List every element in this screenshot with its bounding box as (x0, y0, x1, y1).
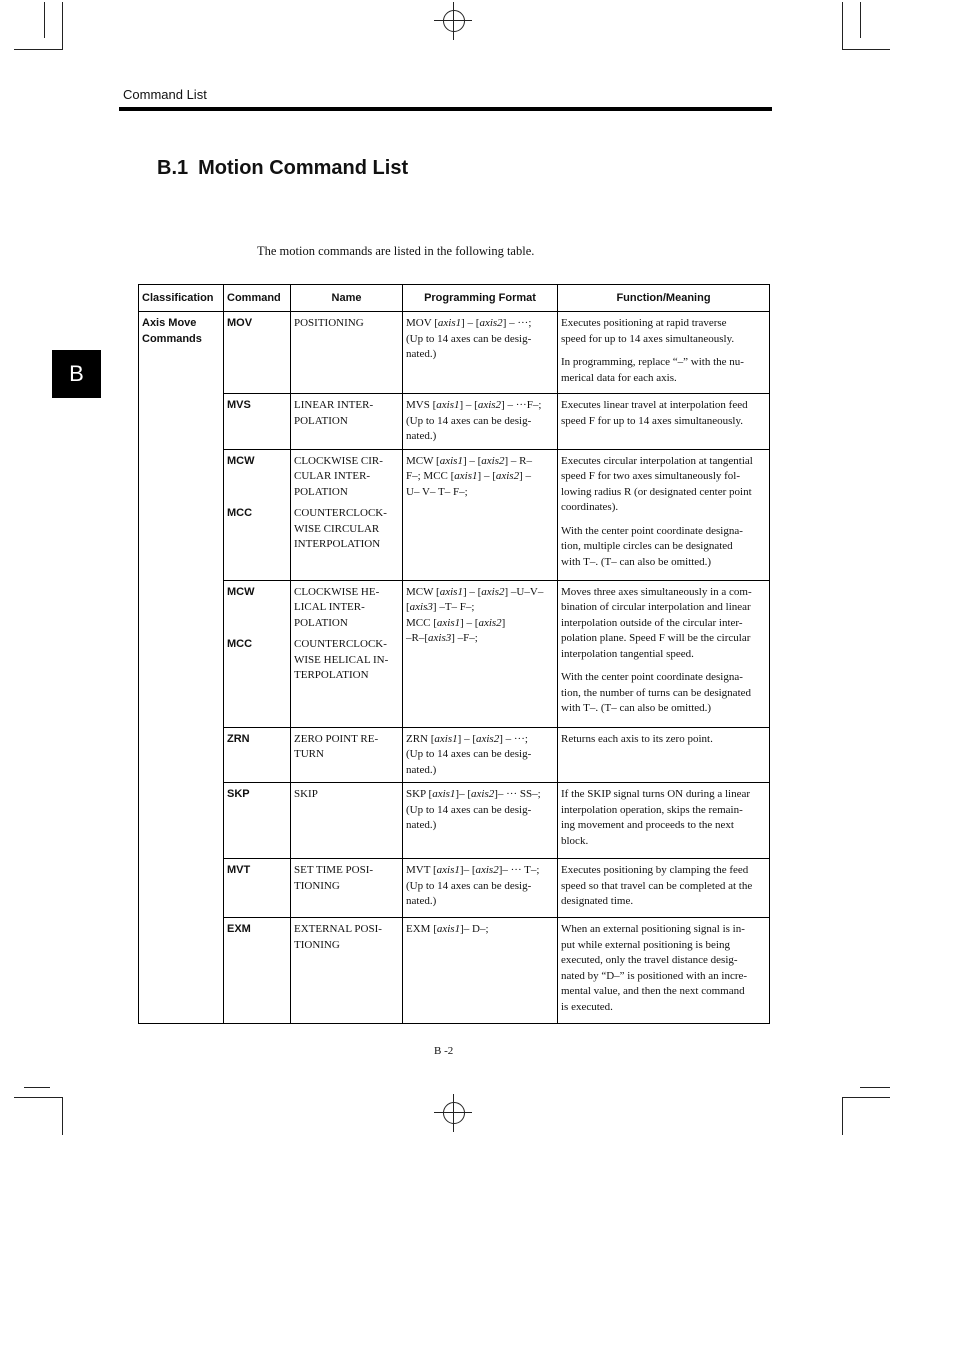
command-name-line: POLATION (294, 616, 348, 629)
table-row (139, 449, 770, 580)
axis-placeholder: axis1 (439, 585, 463, 598)
command-cell (224, 727, 291, 783)
format-text: ] –F–; (451, 632, 478, 644)
function-cell (558, 727, 770, 783)
function-cell (558, 859, 770, 918)
function-line: tion, multiple circles can be designated (561, 540, 733, 552)
format-line (406, 803, 554, 819)
function-line: With the center point coordinate designa- (561, 671, 743, 683)
programming-format-cell (403, 580, 558, 727)
function-line: With the center point coordinate designa- (561, 524, 743, 537)
function-line: interpolation tangential speed. (561, 647, 694, 660)
format-text: nated.) (406, 819, 437, 831)
programming-format-cell (403, 449, 558, 580)
axis-placeholder: axis1 (432, 788, 456, 800)
format-text: (Up to 14 axes can be desig- (406, 414, 532, 427)
page-number: B -2 (434, 1045, 454, 1057)
format-text: ] – [ (462, 454, 482, 467)
format-text: ] – [ (477, 470, 496, 482)
function-line: coordinates). (561, 501, 619, 513)
command-name-line: COUNTERCLOCK- (294, 638, 387, 650)
format-text: (Up to 14 axes can be desig- (406, 879, 532, 892)
axis-placeholder: axis1 (436, 923, 461, 935)
name-cell (291, 727, 403, 783)
chapter-tab: B (52, 350, 101, 398)
format-line (406, 347, 554, 363)
axis-placeholder: axis1 (436, 864, 460, 876)
format-text: ] – [ (462, 585, 482, 598)
command-name-line: LINEAR INTER- (294, 399, 374, 411)
format-text: ZRN [ (406, 732, 435, 745)
format-text: EXM [ (406, 923, 437, 935)
function-paragraph (561, 670, 766, 717)
table-header-row (139, 285, 770, 312)
command-name-line: WISE HELICAL IN- (294, 653, 389, 666)
function-line: In programming, replace “–” with the nu- (561, 356, 744, 368)
command-cell (224, 312, 291, 394)
command-name (294, 787, 399, 803)
function-line: ing movement and proceeds to the next (561, 819, 734, 831)
format-line (406, 429, 554, 445)
function-cell (558, 918, 770, 1024)
axis-placeholder: axis2 (475, 864, 499, 876)
intro-text: The motion commands are listed in the following table. (257, 244, 535, 258)
name-cell (291, 394, 403, 450)
format-line (406, 585, 554, 601)
format-text: ] –U–V– (504, 585, 544, 598)
function-paragraph (561, 454, 766, 516)
table-row (139, 727, 770, 783)
command-name-line: COUNTERCLOCK- (294, 507, 387, 519)
axis-placeholder: axis2 (477, 399, 502, 411)
format-text: ] (501, 616, 506, 629)
command-cell (224, 580, 291, 727)
format-text: ]– ··· SS–; (494, 788, 541, 800)
function-line: Moves three axes simultaneously in a com- (561, 585, 752, 598)
format-text: nated.) (406, 895, 437, 907)
format-line (406, 732, 554, 748)
format-text: –R–[ (406, 632, 428, 644)
function-paragraph (561, 585, 766, 663)
motion-command-table (138, 284, 770, 1024)
function-line: designated time. (561, 895, 634, 907)
format-line (406, 879, 554, 895)
format-text: [ (406, 601, 410, 613)
format-text: ] – ···F–; (501, 399, 542, 411)
axis-placeholder: axis1 (454, 470, 478, 482)
table-row (139, 394, 770, 450)
classification-line: Commands (142, 332, 202, 345)
column-header: Programming Format (403, 285, 558, 312)
format-line (406, 787, 554, 803)
format-line (406, 763, 554, 779)
axis-placeholder: axis2 (495, 470, 520, 482)
command-name (294, 732, 399, 763)
format-text: MCW [ (406, 454, 440, 467)
axis-placeholder: axis2 (481, 454, 505, 467)
format-text: ] – [ (461, 317, 480, 329)
function-cell (558, 449, 770, 580)
table-row (139, 312, 770, 394)
format-text: (Up to 14 axes can be desig- (406, 332, 532, 345)
command-name (294, 585, 399, 632)
function-line: interpolation operation, skips the remain- (561, 803, 743, 816)
command-name-line: SET TIME POSI- (294, 864, 374, 876)
command-name (294, 316, 399, 332)
format-text: ] – [ (460, 616, 479, 629)
format-line (406, 469, 554, 485)
function-line: polation plane. Speed F will be the circular (561, 632, 751, 644)
command-name (294, 922, 399, 953)
column-header: Name (291, 285, 403, 312)
command-code: MVS (227, 399, 251, 411)
command-code: ZRN (227, 732, 250, 745)
command-name-line: POLATION (294, 414, 348, 427)
format-text: nated.) (406, 763, 437, 776)
command-name-line: CLOCKWISE CIR- (294, 454, 383, 467)
command-cell (224, 918, 291, 1024)
format-text: (Up to 14 axes can be desig- (406, 803, 532, 816)
format-line (406, 454, 554, 470)
command-name (294, 863, 399, 894)
function-line: put while external positioning is being (561, 938, 730, 951)
function-line: lowing radius R (or designated center point (561, 485, 752, 498)
command-name-line: ZERO POINT RE- (294, 732, 379, 745)
function-line: with T–. (T– can also be omitted.) (561, 702, 712, 714)
function-line: speed so that travel can be completed at the (561, 879, 753, 892)
name-cell (291, 312, 403, 394)
command-name (294, 506, 399, 553)
column-header: Function/Meaning (558, 285, 770, 312)
command-code: MCW (227, 585, 255, 598)
function-line: Executes positioning by clamping the feed (561, 864, 749, 876)
axis-placeholder: axis2 (471, 788, 495, 800)
command-code: SKP (227, 788, 250, 800)
format-text: ] – [ (457, 732, 476, 745)
command-cell (224, 449, 291, 580)
format-text: ] – ···; (499, 732, 528, 745)
function-line: If the SKIP signal turns ON during a linear (561, 788, 751, 800)
format-line (406, 863, 554, 879)
command-name (294, 454, 399, 501)
programming-format-cell (403, 859, 558, 918)
function-line: block. (561, 834, 589, 847)
format-text: nated.) (406, 348, 437, 360)
function-cell (558, 312, 770, 394)
format-text: ] – R– (504, 454, 533, 467)
running-header: Command List (123, 87, 207, 102)
function-line: bination of circular interpolation and linear (561, 601, 751, 613)
table-row (139, 859, 770, 918)
format-text: nated.) (406, 430, 437, 442)
function-paragraph (561, 863, 766, 910)
format-line (406, 485, 554, 501)
function-paragraph (561, 524, 766, 571)
programming-format-cell (403, 312, 558, 394)
function-line: Executes linear travel at interpolation feed (561, 399, 748, 411)
function-paragraph (561, 732, 766, 748)
section-number: B.1 (157, 157, 189, 179)
function-paragraph (561, 316, 766, 347)
function-cell (558, 394, 770, 450)
function-paragraph (561, 398, 766, 429)
format-text: ] – [ (459, 399, 478, 411)
format-text: ]– ··· T–; (498, 864, 540, 876)
function-line: executed, only the travel distance desig- (561, 954, 738, 966)
function-line: Returns each axis to its zero point. (561, 732, 713, 745)
format-line (406, 332, 554, 348)
command-code: MVT (227, 864, 251, 876)
function-line: speed for up to 14 axes simultaneously. (561, 332, 735, 345)
command-name-line: EXTERNAL POSI- (294, 923, 382, 935)
name-cell (291, 859, 403, 918)
format-line (406, 818, 554, 834)
command-code: MOV (227, 317, 253, 329)
function-cell (558, 783, 770, 859)
table-row (139, 918, 770, 1024)
column-header: Classification (139, 285, 224, 312)
format-text: ]– D–; (460, 923, 489, 935)
format-line (406, 616, 554, 632)
command-name-line: CLOCKWISE HE- (294, 585, 380, 598)
function-line: When an external positioning signal is in- (561, 923, 745, 935)
axis-placeholder: axis2 (479, 317, 503, 329)
command-code: MCW (227, 454, 255, 467)
command-name-line: TURN (294, 748, 324, 760)
axis-placeholder: axis1 (434, 732, 458, 745)
programming-format-cell (403, 394, 558, 450)
format-line (406, 747, 554, 763)
command-cell (224, 783, 291, 859)
axis-placeholder: axis3 (428, 632, 452, 644)
format-line (406, 398, 554, 414)
command-name-line: TIONING (294, 879, 340, 892)
section-title (157, 157, 408, 180)
format-line (406, 894, 554, 910)
format-text: ]– [ (455, 788, 471, 800)
command-name (294, 398, 399, 429)
format-text: MOV [ (406, 317, 438, 329)
format-line (406, 316, 554, 332)
command-name-line: CULAR INTER- (294, 470, 371, 482)
function-line: with T–. (T– can also be omitted.) (561, 555, 712, 568)
axis-placeholder: axis1 (437, 317, 462, 329)
command-name-line: POLATION (294, 485, 348, 498)
name-cell (291, 918, 403, 1024)
classification-cell (139, 312, 224, 1024)
section-title-text: Motion Command List (198, 157, 409, 179)
function-paragraph (561, 922, 766, 1015)
function-paragraph (561, 787, 766, 849)
command-code: EXM (227, 923, 251, 935)
command-name-line: WISE CIRCULAR (294, 522, 380, 535)
command-name-line: TERPOLATION (294, 669, 369, 681)
function-line: merical data for each axis. (561, 371, 677, 384)
axis-placeholder: axis1 (439, 454, 463, 467)
format-line (406, 414, 554, 430)
axis-placeholder: axis2 (481, 585, 505, 598)
format-text: ] – ···; (502, 317, 532, 329)
function-line: speed F for up to 14 axes simultaneously. (561, 414, 743, 427)
name-cell (291, 580, 403, 727)
function-line: mental value, and then the next command (561, 985, 745, 997)
format-text: SKP [ (406, 788, 433, 800)
command-code: MCC (227, 638, 253, 650)
command-name-line: SKIP (294, 788, 318, 800)
format-text: F–; MCC [ (406, 470, 455, 482)
table-row (139, 580, 770, 727)
format-text: ] –T– F–; (432, 601, 475, 613)
command-cell (224, 394, 291, 450)
axis-placeholder: axis3 (409, 601, 433, 613)
function-cell (558, 580, 770, 727)
format-text: ]– [ (459, 864, 476, 876)
format-text: MVT [ (406, 864, 437, 876)
function-line: is executed. (561, 1000, 613, 1013)
function-line: interpolation outside of the circular inter- (561, 616, 743, 629)
function-line: Executes positioning at rapid traverse (561, 317, 727, 329)
format-text: ] – (519, 470, 532, 482)
command-name (294, 637, 399, 684)
function-paragraph (561, 355, 766, 386)
format-text: (Up to 14 axes can be desig- (406, 748, 532, 760)
name-cell (291, 783, 403, 859)
format-text: MVS [ (406, 399, 437, 411)
command-name-line: POSITIONING (294, 317, 364, 329)
programming-format-cell (403, 918, 558, 1024)
axis-placeholder: axis2 (478, 616, 502, 629)
table-row (139, 783, 770, 859)
command-code: MCC (227, 507, 253, 519)
column-header: Command (224, 285, 291, 312)
format-text: MCW [ (406, 585, 440, 598)
command-cell (224, 859, 291, 918)
axis-placeholder: axis1 (436, 399, 460, 411)
function-line: Executes circular interpolation at tangential (561, 454, 753, 467)
header-rule (119, 107, 772, 111)
classification-line: Axis Move (142, 317, 197, 329)
format-text: MCC [ (406, 616, 437, 629)
function-line: tion, the number of turns can be designated (561, 686, 752, 699)
format-text: U– V– T– F–; (406, 485, 468, 498)
axis-placeholder: axis1 (436, 616, 461, 629)
format-line (406, 922, 554, 938)
programming-format-cell (403, 783, 558, 859)
format-line (406, 631, 554, 647)
function-line: speed F for two axes simultaneously fol- (561, 470, 741, 482)
name-cell (291, 449, 403, 580)
format-line (406, 600, 554, 616)
function-line: nated by “D–” is positioned with an incre- (561, 969, 748, 982)
axis-placeholder: axis2 (475, 732, 500, 745)
command-name-line: INTERPOLATION (294, 538, 381, 550)
programming-format-cell (403, 727, 558, 783)
command-name-line: LICAL INTER- (294, 601, 365, 613)
command-name-line: TIONING (294, 938, 340, 951)
